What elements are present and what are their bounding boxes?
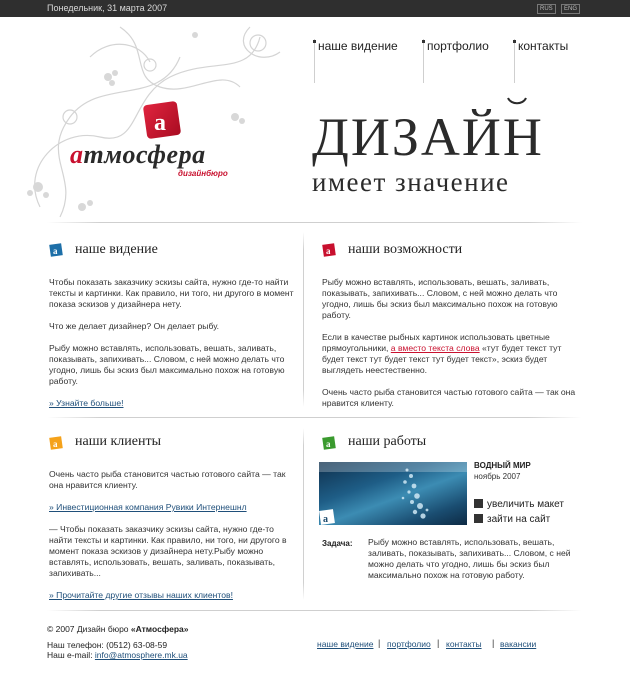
vision-paragraph-1: Чтобы показать заказчику эскизы сайта, нужно где-то найти тексты и картинки. Как правило, ни того, ни другого в момент показа эскизов у дизайнера нету. [49,277,294,309]
clients-reviews-link[interactable]: » Прочитайте другие отзывы наших клиентов! [49,590,233,600]
svg-text:a: a [53,246,58,256]
capabilities-p2-after: «тут будет текст тут будет текст тут будет текст тут будет текст», эскиз будет выглядеть неестественно. [322,343,562,375]
work-title: ВОДНЫЙ МИР [474,461,531,470]
footer-nav-contacts[interactable]: контакты [446,639,482,649]
header [0,17,630,222]
visit-site-icon [474,514,483,523]
footer-nav-separator: | [492,638,495,648]
current-date: Понедельник, 31 марта 2007 [47,3,168,13]
capabilities-section-title: наши возможности [348,242,463,257]
capabilities-section-icon [322,243,336,257]
slogan-breve-decoration [507,97,527,105]
nav-contacts-label[interactable]: контакты [518,39,569,53]
footer-phone: Наш телефон: (0512) 63-08-59 [47,640,168,650]
footer-nav-separator: | [437,638,440,648]
footer-email-link[interactable]: info@atmosphere.mk.ua [94,650,188,660]
svg-text:a: a [326,439,331,449]
clients-section-title: наши клиенты [75,434,161,449]
vision-section-icon [49,243,63,257]
clients-paragraph-1: Очень часто рыба становится частью готового сайта — так она нравится клиенту. [49,469,286,490]
clients-paragraph-2: — Чтобы показать заказчику эскизы сайта, нужно где-то найти тексты и картинки. Как правило, ни того, ни другого в момент показа эскизов у дизайнера нету.Рыбу можно вставлять, использовать, вешать, заливать, показывать, запихивать... [49,524,287,578]
enlarge-icon [474,499,483,508]
capabilities-paragraph-2 [322,332,582,376]
visit-site-label[interactable]: зайти на сайт [487,514,551,525]
footer-email [47,650,188,660]
footer-nav-separator: | [378,638,381,648]
divider-vertical-bottom [303,428,304,600]
vision-more-link[interactable]: » Узнайте больше! [49,398,124,408]
footer-nav-vacancies[interactable]: вакансии [500,639,537,649]
svg-text:a: a [326,246,331,256]
logo-subtitle: дизайнбюро [178,169,228,178]
enlarge-layout-label[interactable]: увеличить макет [487,499,564,510]
works-section-title: наши работы [348,434,427,449]
works-section-icon [322,436,336,450]
underwater-bubbles-image [319,462,467,525]
divider-vertical-top [303,232,304,407]
enlarge-layout-button[interactable] [474,499,564,510]
clients-section-icon [49,436,63,450]
vision-paragraph-2: Что же делает дизайнер? Он делает рыбу. [49,321,220,331]
logo-wordmark[interactable] [70,140,206,170]
work-thumbnail[interactable] [319,462,467,525]
logo-first-letter: а [70,140,84,169]
nav-item-contacts[interactable] [514,39,569,53]
work-date: ноябрь 2007 [474,472,521,481]
clients-company-link[interactable]: » Инвестиционная компания Рувики Интернешнл [49,502,247,512]
footer-copy-prefix: © 2007 Дизайн бюро [47,624,131,634]
footer-company-name: «Атмосфера» [130,624,189,634]
footer-nav-vision[interactable]: наше видение [317,639,374,649]
vision-paragraph-3: Рыбу можно вставлять, использовать, вешать, заливать, показывать, запихивать... Словом, с ней можно делать что угодно, лишь бы эскиз был максимально похож на готовую работу. [49,343,285,386]
logo-badge[interactable] [141,99,183,141]
footer-nav-portfolio[interactable]: портфолио [387,639,431,649]
capabilities-paragraph-3: Очень часто рыба становится частью готового сайта — так она нравится клиенту. [322,387,576,408]
capabilities-section-body [322,277,582,420]
slogan-subline: имеет значение [312,167,510,197]
slogan-headline: ДИЗАЙН [312,107,544,167]
nav-item-portfolio[interactable] [423,39,489,53]
vision-section-title: наше видение [75,242,158,257]
svg-text:a: a [53,439,58,449]
svg-text:a: a [323,514,328,525]
capabilities-p2-before: Если в качестве рыбных картинок использовать цветные прямоугольники, [322,332,550,353]
lang-ru-button[interactable]: RUS [537,4,556,14]
task-description: Рыбу можно вставлять, использовать, вешать, заливать, показывать, запихивать... Словом, с ней можно делать что угодно, лишь бы эскиз был максимально похож на готовую работу. [368,537,571,580]
nav-item-vision[interactable] [314,39,398,53]
nav-vision-label[interactable]: наше видение [318,39,398,53]
svg-text:a: a [154,110,166,136]
vision-section-body [49,277,297,420]
divider-top [47,222,582,223]
clients-section-body [49,469,299,612]
top-bar [0,0,630,17]
visit-site-button[interactable] [474,514,550,525]
footer-copyright [47,624,189,634]
logo-name: тмосфера [83,140,206,169]
lang-en-button[interactable]: ENG [561,4,580,14]
footer-email-prefix: Наш e-mail: [47,650,95,660]
capabilities-inline-link[interactable]: а вместо текста слова [390,343,480,353]
nav-portfolio-label[interactable]: портфолио [427,39,489,53]
task-label: Задача: [322,539,353,548]
capabilities-paragraph-1: Рыбу можно вставлять, использовать, вешать, заливать, показывать, запихивать... Словом, с ней можно делать что угодно, лишь бы эскиз был максимально похож на готовую работу. [322,277,558,320]
